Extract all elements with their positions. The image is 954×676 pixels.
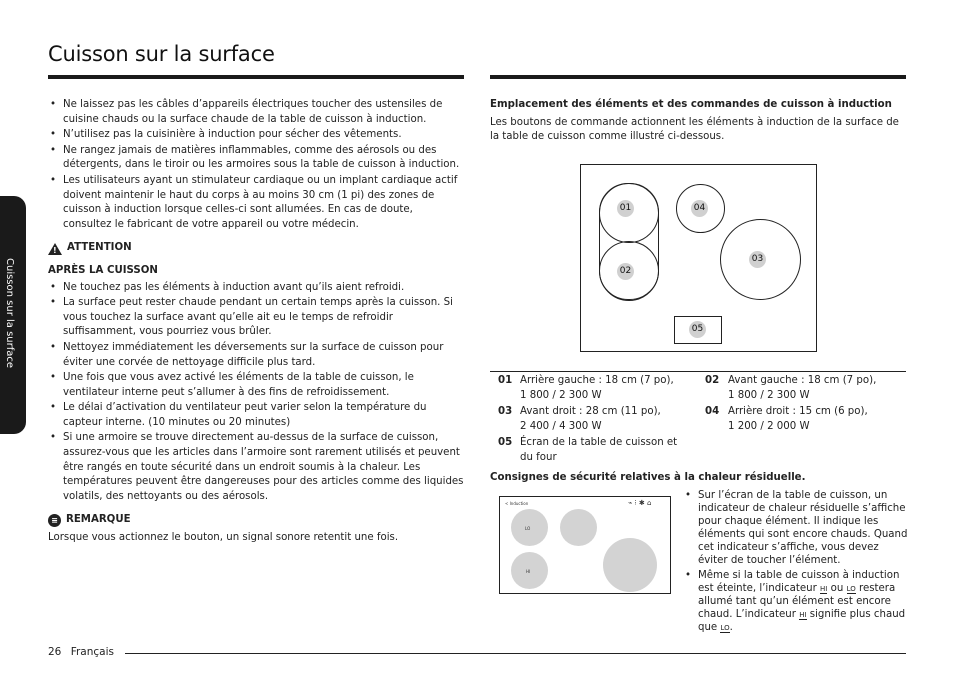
list-item: • Une fois que vous avez activé les éléments de la table de cuisson, le ventilateur interne peut s’allumer à des fins de refroidissement. [48, 371, 464, 400]
legend-num-01: 01 [498, 375, 513, 386]
after-cooking-heading: APRÈS LA CUISSON [48, 264, 158, 276]
after-cooking-list [48, 281, 464, 505]
footer [48, 646, 114, 658]
side-tab[interactable] [0, 196, 26, 434]
note-icon: ≡ [48, 514, 61, 527]
legend-text-01: Arrière gauche : 18 cm (7 po), 1 800 / 2 300 W [520, 375, 674, 401]
legend-text-02: Avant gauche : 18 cm (7 po), 1 800 / 2 300 W [728, 375, 877, 401]
note-heading [48, 513, 464, 528]
attention-heading [48, 241, 464, 256]
list-item: • Nettoyez immédiatement les déversements sur la surface de cuisson pour éviter une corvée de nettoyage difficile plus tard. [48, 341, 464, 370]
page-title: Cuisson sur la surface [48, 42, 275, 66]
cooktop-diagram [580, 164, 817, 352]
safety-list [48, 98, 464, 232]
footer-rule [125, 653, 906, 654]
label-05: 05 [689, 321, 706, 338]
warning-icon [48, 243, 62, 255]
indicator-lo-icon: LO [846, 585, 856, 593]
legend-table [490, 371, 906, 464]
cooktop-screen-illustration [499, 496, 671, 594]
legend-text-04: Arrière droit : 15 cm (6 po), 1 200 / 2 000 W [728, 406, 868, 432]
title-rule-right [490, 75, 906, 79]
list-item: • La surface peut rester chaude pendant un certain temps après la cuisson. Si vous touchez la surface avant qu’elle ait eu le temps de refroidir suffisamment, vous pourriez vous brûler. [48, 296, 464, 340]
screen-element-rear-right [560, 509, 597, 546]
indicator-lo-icon: LO [720, 624, 730, 632]
label-01: 01 [617, 200, 634, 217]
screen-status-icons: ⌁ ⁝ ✱ ⌂ [628, 499, 652, 507]
list-item: • Le délai d’activation du ventilateur peut varier selon la température du capteur interne. (10 minutes ou 20 minutes) [48, 401, 464, 430]
legend-num-02: 02 [705, 375, 720, 386]
label-04: 04 [691, 200, 708, 217]
right-column [490, 98, 906, 145]
indicator-hi-icon: HI [820, 585, 828, 593]
screen-element-rear-left-label: LO [525, 526, 531, 531]
screen-element-front-left-label: HI [526, 569, 531, 574]
list-item: • Ne touchez pas les éléments à induction avant qu’ils aient refroidi. [48, 281, 464, 296]
note-text: Lorsque vous actionnez le bouton, un signal sonore retentit une fois. [48, 532, 399, 544]
attention-label: ATTENTION [67, 242, 132, 254]
legend-num-05: 05 [498, 437, 513, 448]
list-item: • N’utilisez pas la cuisinière à induction pour sécher des vêtements. [48, 128, 464, 143]
legend-text-05: Écran de la table de cuisson et du four [520, 437, 678, 463]
indicator-hi-icon: HI [799, 611, 807, 619]
list-item: • Sur l’écran de la table de cuisson, un indicateur de chaleur résiduelle s’affiche pour chaque élément. Il indique les éléments qui sont encore chauds. Quand cet indicateur s’affiche, vous devez éviter de toucher l’élément. [683, 489, 908, 567]
label-03: 03 [749, 251, 766, 268]
left-column [48, 98, 464, 546]
page-number: 26 [48, 646, 62, 658]
legend-text-03: Avant droit : 28 cm (11 po), 2 400 / 4 300 W [520, 406, 661, 432]
section-title: Emplacement des éléments et des commandes de cuisson à induction [490, 99, 892, 110]
side-tab-label: Cuisson sur la surface [4, 258, 15, 369]
residual-heat-bullets [683, 489, 908, 635]
list-item: • Les utilisateurs ayant un stimulateur cardiaque ou un implant cardiaque actif doivent maintenir le haut du corps à au moins 30 cm (1 pi) des zones de cuisson à induction lorsque celles-ci sont allumées. En cas de doute, consultez le fabricant de votre appareil ou votre médecin. [48, 174, 464, 232]
list-item: • Ne rangez jamais de matières inflammables, comme des aérosols ou des détergents, dans le tiroir ou les armoires sous la table de cuisson à induction. [48, 144, 464, 173]
list-item: • Ne laissez pas les câbles d’appareils électriques toucher des ustensiles de cuisine chauds ou la surface chaude de la table de cuisson à induction. [48, 98, 464, 127]
section-text: Les boutons de commande actionnent les éléments à induction de la surface de la table de cuisson comme illustré ci-dessous. [490, 116, 899, 143]
legend-num-03: 03 [498, 406, 513, 417]
legend-num-04: 04 [705, 406, 720, 417]
screen-header: < Induction [505, 501, 529, 506]
label-02: 02 [617, 263, 634, 280]
footer-language: Français [70, 646, 114, 658]
title-rule-left [48, 75, 464, 79]
residual-heat-title: Consignes de sécurité relatives à la chaleur résiduelle. [490, 472, 806, 483]
list-item: • Si une armoire se trouve directement au-dessus de la surface de cuisson, assurez-vous que les articles dans l’armoire sont rarement utilisés et peuvent être rangés en toute sécurité dans un endroit soumis à la chaleur. Les températures peuvent être dangereuses pour des articles comme des liquides volatils, des nettoyants ou des aérosols. [48, 431, 464, 504]
screen-element-front-right [603, 538, 657, 592]
list-item: • Même si la table de cuisson à induction est éteinte, l’indicateur HI ou LO restera allumé tant qu’un élément est encore chaud. L’indicateur HI signifie plus chaud que LO. [683, 569, 908, 634]
note-label: REMARQUE [66, 514, 131, 526]
